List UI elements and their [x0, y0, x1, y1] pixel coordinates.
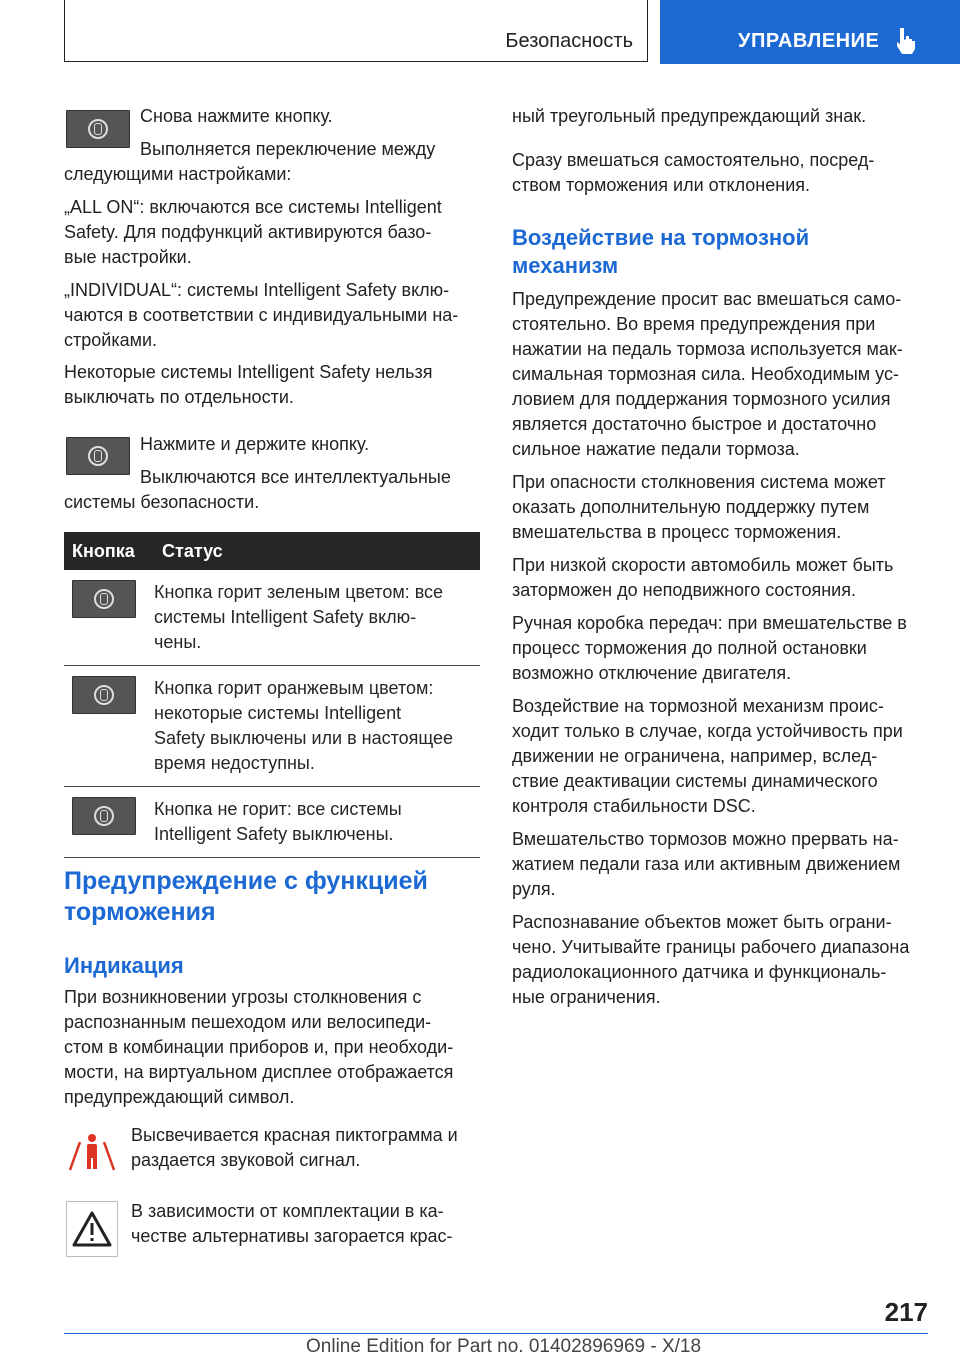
footer-edition: Online Edition for Part no. 01402896969 - X/18	[306, 1336, 702, 1357]
right-line: радиолокационного датчика и функциональ-	[512, 962, 887, 982]
right-line: заторможен до неподвижного состояния.	[512, 580, 856, 600]
right-line: Предупреждение просит вас вмешаться само-	[512, 289, 902, 309]
header-chapter-title: УПРАВЛЕНИЕ	[738, 30, 880, 52]
right-line: чено. Учитывайте границы рабочего диапазона	[512, 937, 910, 957]
left-p8c: стом в комбинации приборов и, при необходи-	[64, 1037, 454, 1057]
section-heading-line1: Предупреждение с функцией	[64, 867, 428, 895]
right-line: является достаточно быстрое и достаточно	[512, 414, 877, 434]
right-line: жатием педали газа или активным движением	[512, 854, 901, 874]
right-line: нажатии на педаль тормоза используется мак-	[512, 339, 903, 359]
right-r2b: ством торможения или отклонения.	[512, 175, 810, 195]
right-line: Ручная коробка передач: при вмешательстве в	[512, 613, 907, 633]
header-section-box	[64, 0, 648, 62]
table-header-button: Кнопка	[64, 532, 154, 570]
left-p8a: При возникновении угрозы столкновения с	[64, 987, 422, 1007]
intelligent-safety-button-icon	[66, 110, 130, 148]
right-line: При опасности столкновения система может	[512, 472, 886, 492]
right-line: ходит только в случае, когда устойчивость при	[512, 721, 903, 741]
right-line: вмешательства в процесс торможения.	[512, 522, 842, 542]
right-heading-line1: Воздействие на тормозной	[512, 225, 810, 250]
left-p5b: выключать по отдельности.	[64, 387, 294, 407]
left-p4c: стройками.	[64, 330, 158, 350]
left-p7a: Выключаются все интеллектуальные	[140, 467, 451, 487]
button-off-icon	[72, 797, 136, 835]
table-row: Кнопка не горит: все системы Intelligent Safety выключены.	[64, 787, 480, 858]
left-p3b: Safety. Для подфункций активируются базо-	[64, 222, 432, 242]
left-p6: Нажмите и держите кнопку.	[140, 434, 370, 454]
page-number: 217	[884, 1297, 928, 1327]
page-header	[64, 0, 960, 64]
subsection-heading: Индикация	[64, 953, 184, 978]
header-section-title: Безопасность	[505, 30, 633, 52]
right-line: возможно отключение двигателя.	[512, 663, 792, 683]
right-line: Воздействие на тормозной механизм проис-	[512, 696, 884, 716]
footer-divider	[64, 1333, 928, 1334]
left-p10a: В зависимости от комплектации в ка-	[131, 1201, 444, 1221]
left-p8d: мости, на виртуальном дисплее отображается	[64, 1062, 454, 1082]
button-status-table	[64, 532, 480, 858]
left-p8b: распознанным пешеходом или велосипеди-	[64, 1012, 432, 1032]
button-orange-icon	[72, 676, 136, 714]
right-line: симальная тормозная сила. Необходимым ус-	[512, 364, 899, 384]
table-row: Кнопка горит зеленым цветом: все системы Intelligent Safety вклю- чены.	[64, 570, 480, 666]
right-line: ловием для поддержания тормозного усилия	[512, 389, 891, 409]
left-p1: Снова нажмите кнопку.	[140, 106, 333, 126]
right-line: оказать дополнительную поддержку путем	[512, 497, 870, 517]
table-header-row	[64, 532, 480, 570]
pedestrian-warning-icon	[66, 1128, 118, 1176]
section-heading-line2: торможения	[64, 898, 216, 926]
right-line: стоятельно. Во время предупреждения при	[512, 314, 876, 334]
right-line: контроля стабильности DSC.	[512, 796, 756, 816]
right-line: движении не ограничена, например, вслед-	[512, 746, 878, 766]
left-p3c: вые настройки.	[64, 247, 192, 267]
intelligent-safety-button-icon	[66, 437, 130, 475]
right-r1: ный треугольный предупреждающий знак.	[512, 106, 867, 126]
warning-triangle-icon	[66, 1201, 118, 1257]
left-p7b: системы безопасности.	[64, 492, 260, 512]
right-r2a: Сразу вмешаться самостоятельно, посред-	[512, 150, 875, 170]
right-line: Распознавание объектов может быть ограни-	[512, 912, 892, 932]
right-line: ные ограничения.	[512, 987, 661, 1007]
hand-pointer-icon	[894, 26, 920, 54]
left-p4b: чаются в соответствии с индивидуальными на-	[64, 305, 459, 325]
left-p4a: „INDIVIDUAL“: системы Intelligent Safety вклю-	[64, 280, 450, 300]
right-line: ствие деактивации системы динамического	[512, 771, 878, 791]
table-row: Кнопка горит оранжевым цветом: некоторые системы Intelligent Safety выключены или в настоящее время недоступны.	[64, 666, 480, 787]
left-p9b: раздается звуковой сигнал.	[131, 1150, 361, 1170]
left-p8e: предупреждающий символ.	[64, 1087, 295, 1107]
left-p9a: Высвечивается красная пиктограмма и	[131, 1125, 458, 1145]
left-p2a: Выполняется переключение между	[140, 139, 436, 159]
right-line: руля.	[512, 879, 556, 899]
left-p10b: честве альтернативы загорается крас-	[131, 1226, 453, 1246]
right-line: процесс торможения до полной остановки	[512, 638, 867, 658]
header-chapter-tab	[660, 0, 960, 64]
left-p2b: следующими настройками:	[64, 164, 292, 184]
left-p3a: „ALL ON“: включаются все системы Intelligent	[64, 197, 442, 217]
left-p5a: Некоторые системы Intelligent Safety нельзя	[64, 362, 433, 382]
right-line: Вмешательство тормозов можно прервать на-	[512, 829, 899, 849]
table-header-status: Статус	[154, 532, 480, 570]
right-heading-line2: механизм	[512, 253, 619, 278]
button-green-icon	[72, 580, 136, 618]
right-line: При низкой скорости автомобиль может быть	[512, 555, 894, 575]
right-line: сильное нажатие педали тормоза.	[512, 439, 800, 459]
